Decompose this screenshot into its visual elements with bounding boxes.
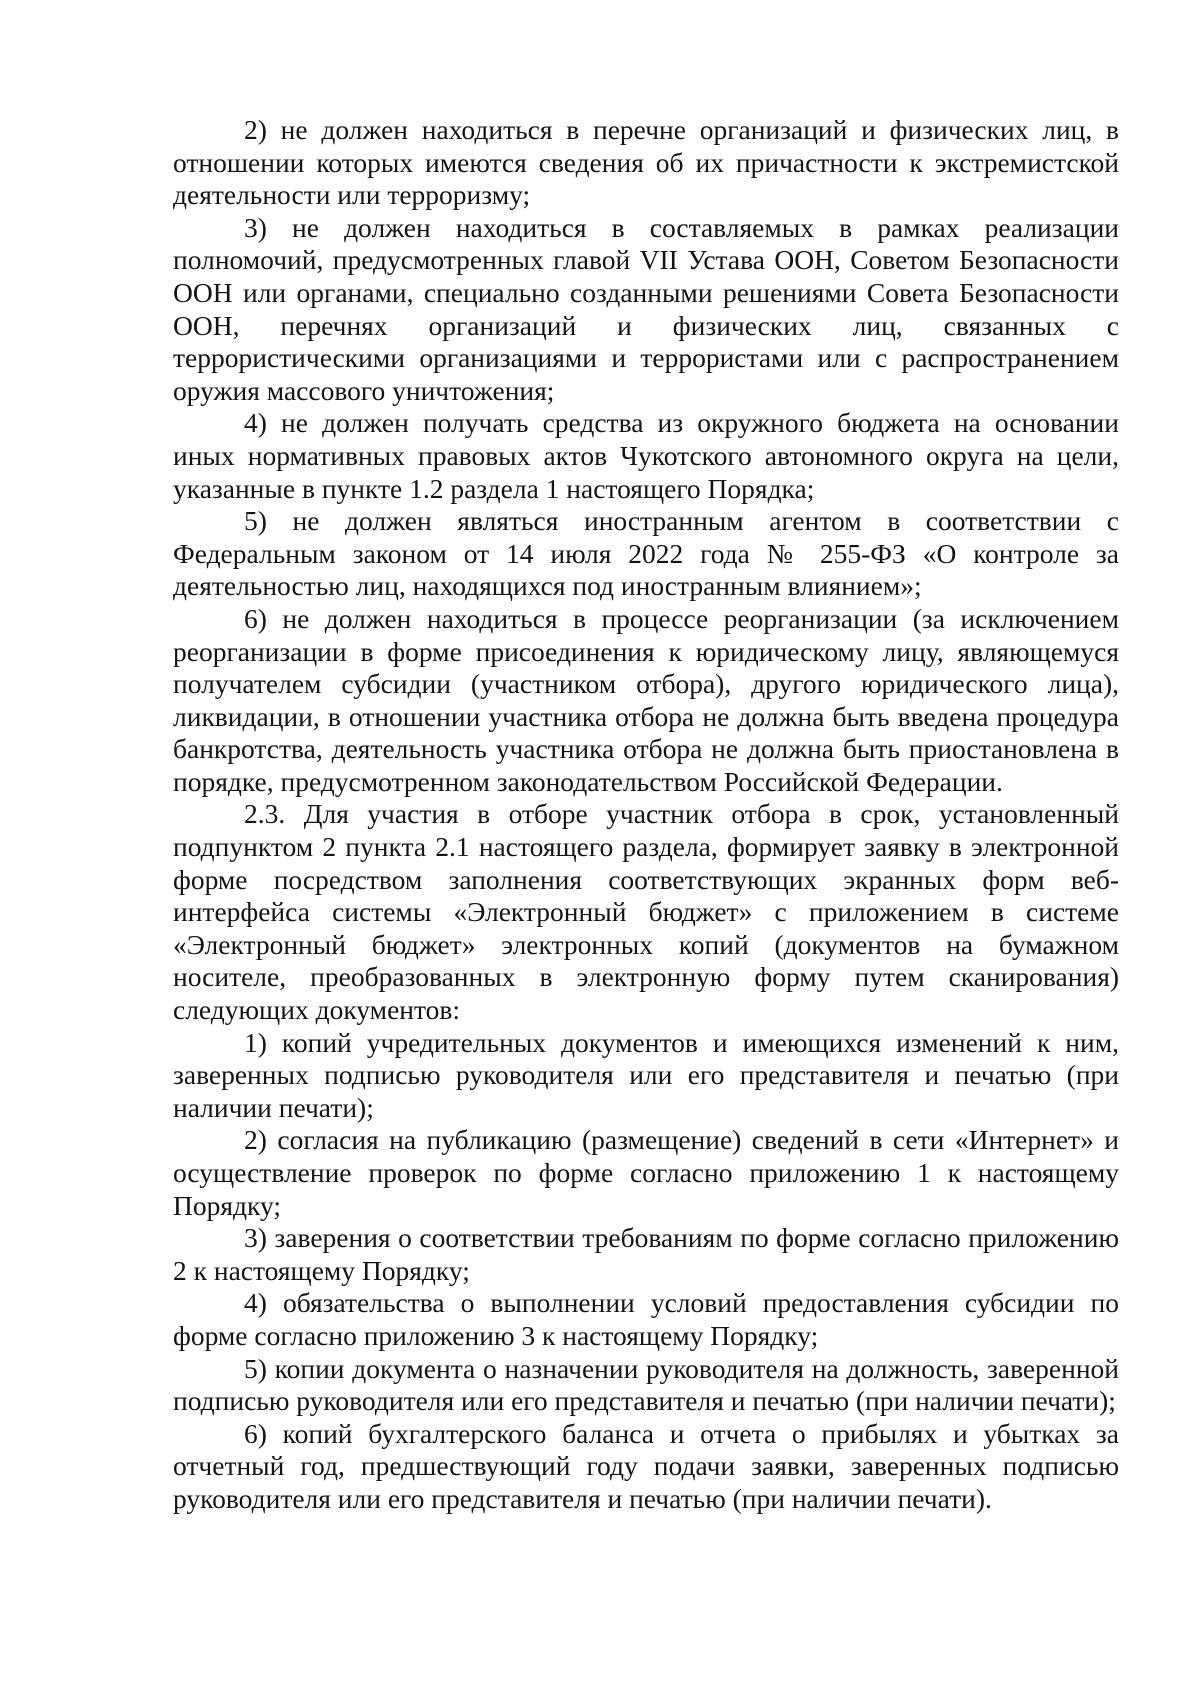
paragraph-section-2-3: 2.3. Для участия в отборе участник отбора в срок, установленный подпунктом 2 пункта 2.1 настоящего раздела, формирует заявку в электронной форме посредством заполнения соответствующих экранных форм веб-интерфейса системы «Электронный бюджет» с приложением в системе «Электронный бюджет» электронных копий (документов на бумажном носителе, преобразованных в электронную форму путем сканирования) следующих документов: [173,798,1119,1026]
paragraph-item-6: 6) не должен находиться в процессе реорганизации (за исключением реорганизации в форме присоединения к юридическому лицу, являющемуся получателем субсидии (участником отбора), другого юридического лица), ликвидации, в отношении участника отбора не должна быть введена процедура банкротства, деятельность участника отбора не должна быть приостановлена в порядке, предусмотренном законодательством Российской Федерации. [173,602,1119,797]
paragraph-doc-3: 3) заверения о соответствии требованиям по форме согласно приложению 2 к настоящему Порядку; [173,1222,1119,1286]
paragraph-item-4: 4) не должен получать средства из окружного бюджета на основании иных нормативных правовых актов Чукотского автономного округа на цели, указанные в пункте 1.2 раздела 1 настоящего Порядка; [173,407,1119,504]
paragraph-doc-5: 5) копии документа о назначении руководителя на должность, заверенной подписью руководителя или его представителя и печатью (при наличии печати); [173,1352,1119,1417]
paragraph-doc-2: 2) согласия на публикацию (размещение) сведений в сети «Интернет» и осуществление проверок по форме согласно приложению 1 к настоящему Порядку; [173,1124,1119,1221]
paragraph-item-5: 5) не должен являться иностранным агентом в соответствии с Федеральным законом от 14 июля 2022 года № 255-ФЗ «О контроле за деятельностью лиц, находящихся под иностранным влиянием»; [173,505,1119,602]
document-body [173,114,1119,1516]
paragraph-item-3: 3) не должен находиться в составляемых в рамках реализации полномочий, предусмотренных главой VII Устава ООН, Советом Безопасности ООН или органами, специально созданными решениями Совета Безопасности ООН, перечнях организаций и физических лиц, связанных с террористическими организациями и террористами или с распространением оружия массового уничтожения; [173,211,1119,406]
paragraph-doc-6: 6) копий бухгалтерского баланса и отчета о прибылях и убытках за отчетный год, предшествующий году подачи заявки, заверенных подписью руководителя или его представителя и печатью (при наличии печати). [173,1417,1119,1514]
paragraph-doc-1: 1) копий учредительных документов и имеющихся изменений к ним, заверенных подписью руководителя или его представителя и печатью (при наличии печати); [173,1026,1119,1123]
paragraph-doc-4: 4) обязательства о выполнении условий предоставления субсидии по форме согласно приложению 3 к настоящему Порядку; [173,1287,1119,1351]
paragraph-item-2: 2) не должен находиться в перечне организаций и физических лиц, в отношении которых имеются сведения об их причастности к экстремистской деятельности или терроризму; [173,114,1119,211]
